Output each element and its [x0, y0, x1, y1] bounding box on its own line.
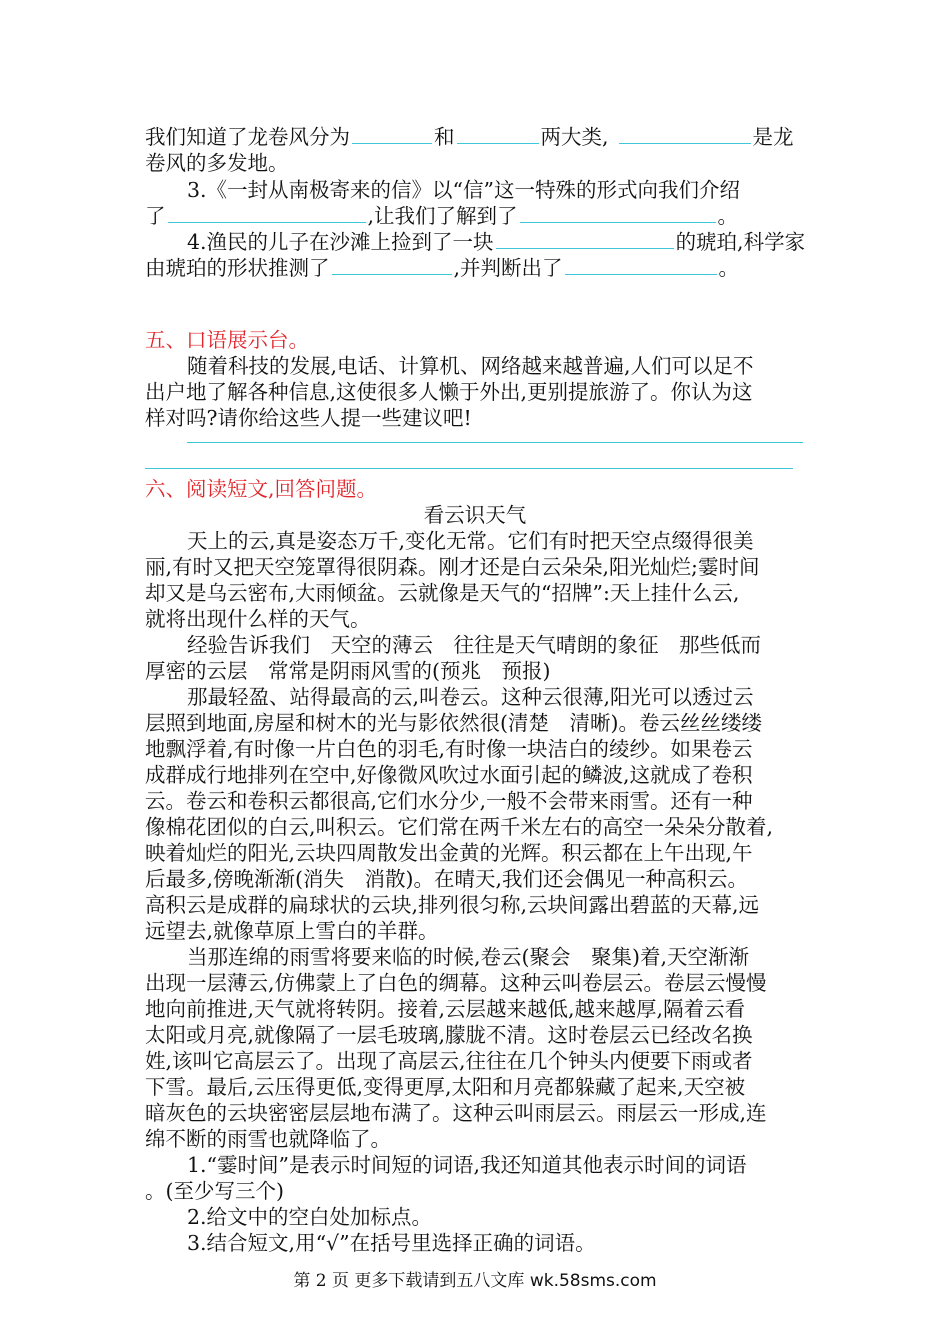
- section6-heading: 六、阅读短文,回答问题。: [145, 477, 378, 501]
- q3-line-1: [187, 176, 740, 204]
- footer-link[interactable]: wk.58sms.com: [529, 1271, 657, 1291]
- text: 。: [717, 204, 739, 228]
- article-text: 就将出现什么样的天气。: [145, 607, 371, 631]
- answer-blank[interactable]: [457, 125, 539, 144]
- text: 由琥珀的形状推测了: [145, 256, 330, 280]
- article-text: 层照到地面,房屋和树木的光与影依然很(清楚 清晰)。卷云丝丝缕缕: [145, 711, 763, 735]
- article-text: 经验告诉我们 天空的薄云 往往是天气晴朗的象征 那些低而: [187, 633, 761, 657]
- section5-heading: 五、口语展示台。: [145, 328, 309, 352]
- answer-blank[interactable]: [565, 256, 717, 275]
- text: 3.《一封从南极寄来的信》以“信”这一特殊的形式向我们介绍: [187, 178, 741, 202]
- question-text: 3.结合短文,用“√”在括号里选择正确的词语。: [187, 1231, 596, 1255]
- answer-blank[interactable]: [168, 204, 366, 223]
- article-text: 像棉花团似的白云,叫积云。它们常在两千米左右的高空一朵朵分散着,: [145, 815, 774, 839]
- question-text: 。(至少写三个): [145, 1179, 284, 1203]
- question-text: 1.“霎时间”是表示时间短的词语,我还知道其他表示时间的词语: [187, 1153, 747, 1177]
- answer-blank[interactable]: [619, 125, 751, 144]
- q4-line-2: [145, 254, 739, 282]
- footer-text: 第 2 页 更多下载请到五八文库: [293, 1271, 525, 1291]
- text: 卷风的多发地。: [145, 151, 289, 175]
- article-text: 暗灰色的云块密密层层地布满了。这种云叫雨层云。雨层云一形成,连: [145, 1101, 767, 1125]
- text: 4.渔民的儿子在沙滩上捡到了一块: [187, 230, 494, 254]
- article-text: 丽,有时又把天空笼罩得很阴森。刚才还是白云朵朵,阳光灿烂;霎时间: [145, 555, 760, 579]
- text: 和: [434, 125, 455, 149]
- article-text: 远望去,就像草原上雪白的羊群。: [145, 919, 439, 943]
- article-text: 绵不断的雨雪也就降临了。: [145, 1127, 391, 1151]
- article-title: 看云识天气: [423, 503, 527, 527]
- article-text: 地向前推进,天气就将转阴。接着,云层越来越低,越来越厚,隔着云看: [145, 997, 746, 1021]
- answer-line[interactable]: [145, 468, 793, 469]
- article-text: 姓,该叫它高层云了。出现了高层云,往往在几个钟头内便要下雨或者: [145, 1049, 753, 1073]
- text: 的琥珀,科学家: [675, 230, 806, 254]
- question-text: 2.给文中的空白处加标点。: [187, 1205, 433, 1229]
- article-text: 地飘浮着,有时像一片白色的羽毛,有时像一块洁白的绫纱。如果卷云: [145, 737, 753, 761]
- text: 我们知道了龙卷风分为: [145, 125, 350, 149]
- text: ,并判断出了: [453, 256, 563, 280]
- article-text: 出现一层薄云,仿佛蒙上了白色的绸幕。这种云叫卷层云。卷层云慢慢: [145, 971, 767, 995]
- page-footer: [0, 1269, 950, 1293]
- article-text: 高积云是成群的扁球状的云块,排列很匀称,云块间露出碧蓝的天幕,远: [145, 893, 760, 917]
- article-text: 下雪。最后,云压得更低,变得更厚,太阳和月亮都躲藏了起来,天空被: [145, 1075, 746, 1099]
- article-text: 后最多,傍晚渐渐(消失 消散)。在晴天,我们还会偶见一种高积云。: [145, 867, 749, 891]
- article-text: 太阳或月亮,就像隔了一层毛玻璃,朦胧不清。这时卷层云已经改名换: [145, 1023, 753, 1047]
- answer-blank[interactable]: [496, 230, 674, 249]
- article-text: 却又是乌云密布,大雨倾盆。云就像是天气的“招牌”:天上挂什么云,: [145, 581, 740, 605]
- article-text: 那最轻盈、站得最高的云,叫卷云。这种云很薄,阳光可以透过云: [187, 685, 754, 709]
- text: 了: [145, 204, 166, 228]
- answer-blank[interactable]: [332, 256, 452, 275]
- q4-line-1: [187, 228, 805, 256]
- article-text: 云。卷云和卷积云都很高,它们水分少,一般不会带来雨雪。还有一种: [145, 789, 753, 813]
- answer-blank[interactable]: [352, 125, 432, 144]
- section5-text: 样对吗?请你给这些人提一些建议吧!: [145, 406, 472, 430]
- article-text: 映着灿烂的阳光,云块四周散发出金黄的光辉。积云都在上午出现,午: [145, 841, 753, 865]
- section5-text: 出户地了解各种信息,这使很多人懒于外出,更别提旅游了。你认为这: [145, 380, 753, 404]
- article-text: 天上的云,真是姿态万千,变化无常。它们有时把天空点缀得很美: [187, 529, 754, 553]
- article-text: 厚密的云层 常常是阴雨风雪的(预兆 预报): [145, 659, 551, 683]
- text: ,让我们了解到了: [367, 204, 518, 228]
- q2-line-2: [145, 149, 289, 177]
- q3-line-2: [145, 202, 738, 230]
- article-text: 成群成行地排列在空中,好像微风吹过水面引起的鳞波,这就成了卷积: [145, 763, 753, 787]
- text: 是龙: [752, 125, 794, 149]
- article-text: 当那连绵的雨雪将要来临的时候,卷云(聚会 聚集)着,天空渐渐: [187, 945, 750, 969]
- answer-line[interactable]: [187, 442, 803, 443]
- text: 。: [718, 256, 740, 280]
- q2-line-1: [145, 123, 794, 151]
- text: 两大类,: [540, 125, 609, 149]
- section5-text: 随着科技的发展,电话、计算机、网络越来越普遍,人们可以足不: [187, 354, 754, 378]
- answer-blank[interactable]: [520, 204, 716, 223]
